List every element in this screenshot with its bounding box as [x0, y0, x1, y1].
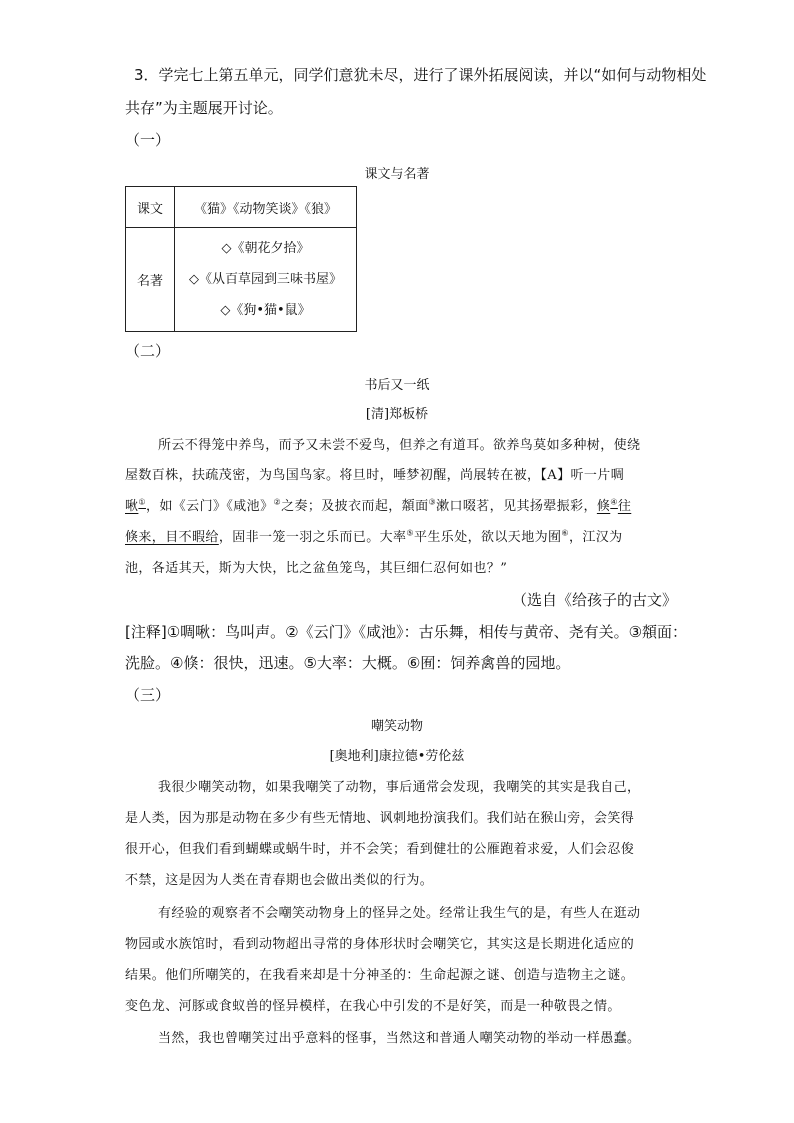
underlined-text: 啾	[125, 499, 139, 514]
body-line: 很开心，但我们看到蝴蝶或蜗牛时，并不会笑；看到健壮的公雁跑着求爱，人们会忍俊	[125, 842, 635, 857]
body-line: 变色龙、河豚或食蚁兽的怪异模样，在我心中引发的不是好笑，而是一种敬畏之情。	[125, 999, 621, 1014]
body-line: 所云不得笼中养鸟，而予又未尝不爱鸟，但养之有道耳。欲养鸟莫如多种树，使绕	[158, 438, 641, 453]
body-line: 有经验的观察者不会嘲笑动物身上的怪异之处。经常让我生气的是，有些人在逛动	[158, 906, 641, 921]
list-item: ◇《从百草园到三味书屋》	[189, 272, 342, 287]
essay-author-3: [奥地利]康拉德•劳伦兹	[329, 749, 465, 764]
footnote-mark: ①	[138, 497, 146, 507]
footnote-mark: ④	[610, 497, 618, 507]
table-header-text: 课文	[126, 187, 175, 228]
notes-line-2: 洗脸。④倏：很快，迅速。⑤大率：大概。⑥囿：饲养禽兽的园地。	[125, 654, 571, 672]
list-item: ◇《朝花夕拾》	[221, 241, 310, 256]
body-line: 池，各适其天，斯为大快，比之盆鱼笼鸟，其巨细仁忍何如也？”	[125, 561, 508, 576]
table-row	[126, 228, 357, 332]
body-line: 我很少嘲笑动物，如果我嘲笑了动物，事后通常会发现，我嘲笑的其实是我自己，	[158, 780, 641, 795]
body-segment: 平生乐处，欲以天地为囿	[414, 530, 562, 545]
body-line: 结果。他们所嘲笑的，在我看来却是十分神圣的：生命起源之谜、创造与造物主之谜。	[125, 968, 635, 983]
table-row	[126, 187, 357, 228]
body-segment: 漱口啜茗，见其扬翚振彩，	[436, 499, 597, 514]
footnote-mark: ②	[273, 497, 282, 507]
question-line-2: 共存”为主题展开讨论。	[125, 99, 283, 117]
body-segment: ，江汉为	[568, 530, 623, 545]
essay-title-2: 书后又一纸	[364, 378, 430, 393]
body-line: 屋数百株，扶疏茂密，为鸟国鸟家。将旦时，唾梦初醒，尚展转在被，【A】听一片啁	[125, 468, 625, 483]
table-cell-works	[175, 228, 357, 332]
footnote-mark: ⑥	[561, 528, 569, 538]
body-line: 不禁，这是因为人类在青春期也会做出类似的行为。	[125, 873, 434, 888]
body-segment: 之奏；及披衣而起，頮面	[281, 499, 429, 514]
body-line: 当然，我也曾嘲笑过出乎意料的怪事，当然这和普通人嘲笑动物的举动一样愚蠢。	[158, 1031, 641, 1046]
list-item: ◇《狗•猫•鼠》	[220, 303, 311, 318]
table-title: 课文与名著	[364, 167, 430, 182]
works-table	[125, 186, 357, 332]
underlined-text: 倏来，目不暇给	[125, 530, 219, 545]
question-line-1: 3．学完七上第五单元，同学们意犹未尽，进行了课外拓展阅读，并以“如何与动物相处	[134, 66, 707, 84]
body-line-4	[125, 526, 623, 545]
section-label-2: （二）	[125, 342, 171, 360]
source-citation: （选自《给孩子的古文》	[512, 591, 678, 609]
table-cell-text: 《猫》《动物笑谈》《狼》	[175, 187, 357, 228]
table-header-works: 名著	[126, 228, 175, 332]
essay-title-3: 嘲笑动物	[370, 719, 423, 734]
body-line: 是人类，因为那是动物在多少有些无情地、讽刺地扮演我们。我们站在猴山旁，会笑得	[125, 811, 635, 826]
underlined-text: 倏	[596, 499, 611, 514]
essay-author-2: [清]郑板桥	[365, 407, 429, 422]
notes-line-1: [注释]①啁啾：鸟叫声。②《云门》《咸池》：古乐舞，相传与黄帝、尧有关。③頮面：	[125, 623, 688, 641]
body-line: 物园或水族馆时，看到动物超出寻常的身体形状时会嘲笑它，其实这是长期进化适应的	[125, 937, 635, 952]
body-line-3	[125, 495, 631, 514]
footnote-mark: ⑤	[406, 528, 414, 538]
body-segment: ，如《云门》《咸池》	[145, 499, 274, 514]
section-label-3: （三）	[125, 686, 171, 704]
underlined-text: 往	[617, 499, 632, 514]
footnote-mark: ③	[428, 497, 437, 507]
section-label-1: （一）	[125, 131, 171, 149]
body-segment: ，固非一笼一羽之乐而已。大率	[218, 530, 407, 545]
